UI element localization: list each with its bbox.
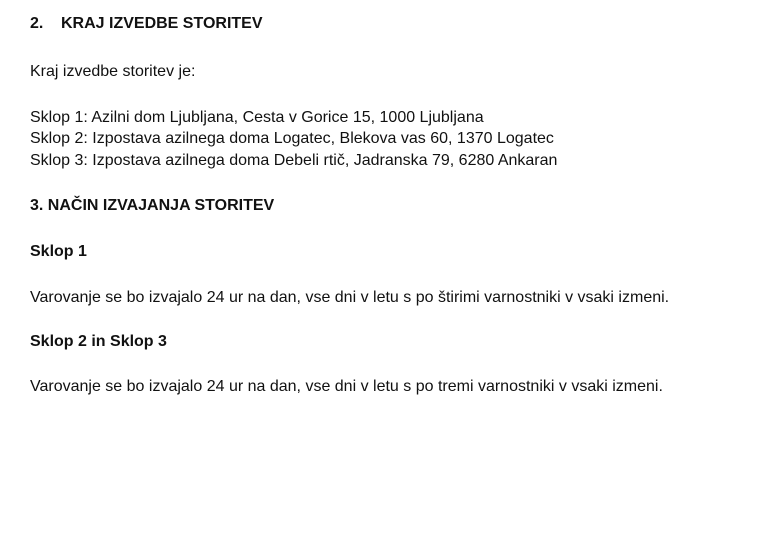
section-2-heading <box>30 14 263 34</box>
lot-1-heading: Sklop 1 <box>30 243 87 260</box>
lot-1-description: Varovanje se bo izvajalo 24 ur na dan, vse dni v letu s po štirimi varnostniki v vsaki izmeni. <box>30 289 670 306</box>
section-2-title: KRAJ IZVEDBE STORITEV <box>61 15 263 32</box>
section-2-intro: Kraj izvedbe storitev je: <box>30 63 196 80</box>
lot-2-3-heading: Sklop 2 in Sklop 3 <box>30 333 167 350</box>
lot-1-location: Sklop 1: Azilni dom Ljubljana, Cesta v Gorice 15, 1000 Ljubljana <box>30 109 484 126</box>
section-3-heading: 3. NAČIN IZVAJANJA STORITEV <box>30 197 275 214</box>
lot-3-location: Sklop 3: Izpostava azilnega doma Debeli rtič, Jadranska 79, 6280 Ankaran <box>30 152 558 169</box>
section-2-number: 2. <box>30 15 44 32</box>
lot-2-3-description: Varovanje se bo izvajalo 24 ur na dan, vse dni v letu s po tremi varnostniki v vsaki izmeni. <box>30 378 663 395</box>
lot-2-location: Sklop 2: Izpostava azilnega doma Logatec, Blekova vas 60, 1370 Logatec <box>30 130 554 147</box>
